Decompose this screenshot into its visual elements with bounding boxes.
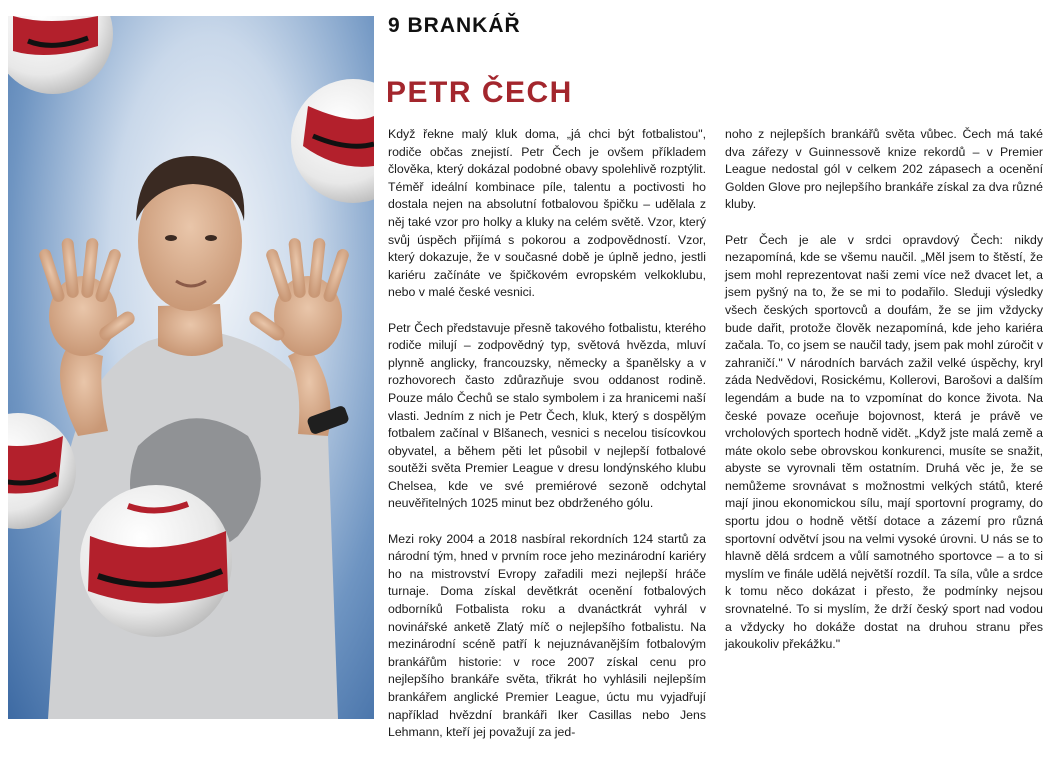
paragraph: Petr Čech představuje přesně takového fotbalistu, kterého rodiče milují – zodpovědný typ, světová hvězda, mluví plynně anglicky, francouzsky, německy a španělsky a v rozhovorech často zdůrazňuje svou oddanost rodině. Pouze málo Čechů se stalo symbolem i za hranicemi naší vlasti. Jedním z nich je Petr Čech, kluk, který s dospělým fotbalem začínal v Blšanech, vesnici s necelou tisícovkou obyvatel, a během pěti let působil v nejlepší fotbalové soutěži světa Premier League v dresu londýnského klubu Chelsea, kde ve své premiérové sezoně odchytal neuvěřitelných 1025 minut bez obdrženého gólu.: [388, 320, 706, 511]
player-illustration: [8, 16, 374, 719]
football-top-left: [8, 16, 113, 94]
football-bottom: [80, 485, 232, 637]
paragraph: Mezi roky 2004 a 2018 nasbíral rekordních 124 startů za národní tým, hned v prvním roce jeho mezinárodní kariéry ho na mistrovství Evropy zařadili mezi nejlepší hráče turnaje. Doma získal devětkrát ocenění fotbalových odborníků Fotbalista roku a dvanáctkrát vyhrál v novinářské anketě Zlatý míč o nejlepšího fotbalistu. Na mezinárodní scéně patří k nejuznávanějším fotbalovým brankářům historie: v roce 2007 získal cenu pro nejlepšího brankáře světa, třikrát ho vyhlásili nejlepším brankářem anglické Premier League, úctu mu vyjadřují například hvězdní brankáři Iker Casillas nebo Jens Lehmann, kteří jej považují za jed-: [388, 531, 706, 740]
right-hand: [247, 238, 351, 356]
article-column-2: [725, 126, 1043, 671]
article-title: PETR ČECH: [386, 76, 573, 109]
paragraph: noho z nejlepších brankářů světa vůbec. Čech má také dva zářezy v Guinnessově knize rekordů – v Premier League nedostal gól v celkem 202 zápasech a ocenění Golden Glove pro nejlepšího brankáře získal za dva různé kluby.: [725, 127, 1043, 212]
paragraph: Když řekne malý kluk doma, „já chci být fotbalistou", rodiče občas znejistí. Petr Čech je ovšem příkladem člověka, který dokázal podobné obavy spolehlivě rozptýlit. Téměř ideální kombinace píle, talentu a poctivosti ho dostala nejen na absolutní fotbalovou špičku – udělala z něj také vzor pro holky a kluky na celém světě. Vzor, který svůj úspěch přijímá s pokorou a zodpovědností. Vzor, který dokazuje, že v současné době je úplně jedno, jestli kariéru začínáte ve špičkovém evropském velkoklubu, nebo v malé české vesnici.: [388, 127, 706, 300]
paragraph: Petr Čech je ale v srdci opravdový Čech: nikdy nezapomíná, kde se všemu naučil. „Měl jsem to štěstí, že jsem mohl reprezentovat naši zemi více než dvacet let, a jsem pyšný na to, že se mi to podařilo. Sleduji výsledky všech českých sportovců a doufám, že se jim vždycky bude dařit, protože člověk nezapomíná, kde jeho kariéra začala. To, co jsem se naučil tady, jsem pak mohl zúročit v zahraničí." V národních barvách zažil velké úspěchy, kryl záda Nedvědovi, Rosickému, Kollerovi, Barošovi a dalším legendám a bude na to vzpomínat do konce života. Na české povaze oceňuje bojovnost, která je právě ve vrcholových sportech hodně vidět. „Když jste malá země a máte okolo sebe obrovskou konkurenci, musíte se snažit, abyste se vyrovnali těm ostatním. Druhá věc je, že se nemůžeme srovnávat s možnostmi velkých států, které mají jinou ekonomickou sílu, mají sportovní programy, do sportu jdou o hodně větší dotace a zázemí pro různá sportovní odvětví jsou na velmi vysoké úrovni. U nás se to hlavně dělá srdcem a vůlí samotného sportovce – a to si myslím ve finále udělá největší rozdíl. Ta síla, vůle a srdce k tomu něco dokázat i přesto, že podmínky nejsou srovnatelné. To si myslím, že drží český sport nad vodou a vždycky ho dokáže dostat na druhou stranu přes jakoukoliv překážku.": [725, 232, 1043, 652]
player-photo: [8, 16, 374, 719]
section-heading: 9 BRANKÁŘ: [388, 14, 521, 37]
left-hand: [38, 238, 138, 356]
article-column-1: [388, 126, 706, 759]
football-top-right: [291, 79, 374, 203]
